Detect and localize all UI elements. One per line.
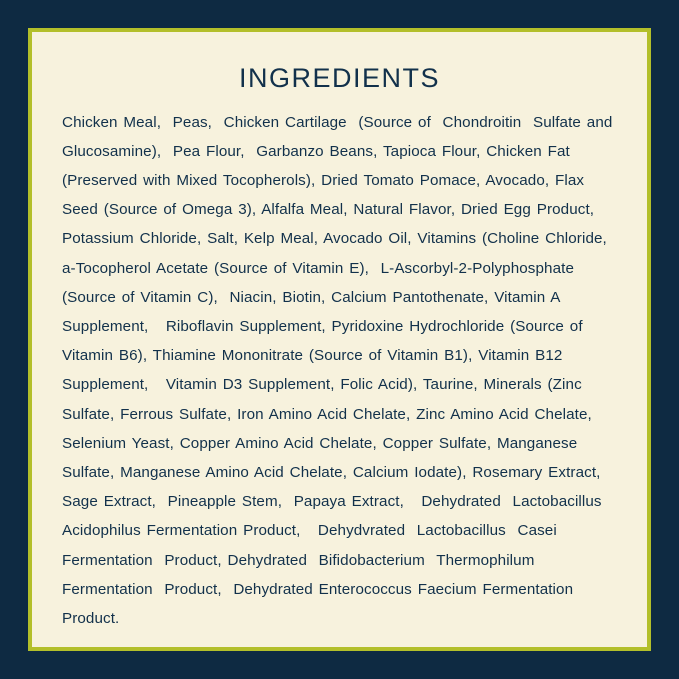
ingredients-panel-border xyxy=(28,28,651,651)
page-title: INGREDIENTS xyxy=(238,63,441,93)
ingredients-list-text: Chicken Meal, Peas, Chicken Cartilage (Source of Chondroitin Sulfate and Glucosamine), Pea Flour, Garbanzo Beans, Tapioca Flour, Chicken Fat (Preserved with Mixed Tocopherols), Dried Tomato Pomace, Avocado, Flax Seed (Source of Omega 3), Alfalfa Meal, Natural Flavor, Dried Egg Product, Potassium Chloride, Salt, Kelp Meal, Avocado Oil, Vitamins (Choline Chloride, a-Tocopherol Acetate (Source of Vitamin E), L-Ascorbyl-2-Polyphosphate (Source of Vitamin C), Niacin, Biotin, Calcium Pantothenate, Vitamin A Supplement, Riboflavin Supplement, Pyridoxine Hydrochloride (Source of Vitamin B6), Thiamine Mononitrate (Source of Vitamin B1), Vitamin B12 Supplement, Vitamin D3 Supplement, Folic Acid), Taurine, Minerals (Zinc Sulfate, Ferrous Sulfate, Iron Amino Acid Chelate, Zinc Amino Acid Chelate, Selenium Yeast, Copper Amino Acid Chelate, Copper Sulfate, Manganese Sulfate, Manganese Amino Acid Chelate, Calcium Iodate), Rosemary Extract, Sage Extract, Pineapple Stem, Papaya Extract, Dehydrated Lactobacillus Acidophilus Fermentation Product, Dehydvrated Lactobacillus Casei Fermentation Product, Dehydrated Bifidobacterium Thermophilum Fermentation Product, Dehydrated Enterococcus Faecium Fermentation Product. xyxy=(62,113,619,627)
ingredients-panel xyxy=(32,32,647,647)
